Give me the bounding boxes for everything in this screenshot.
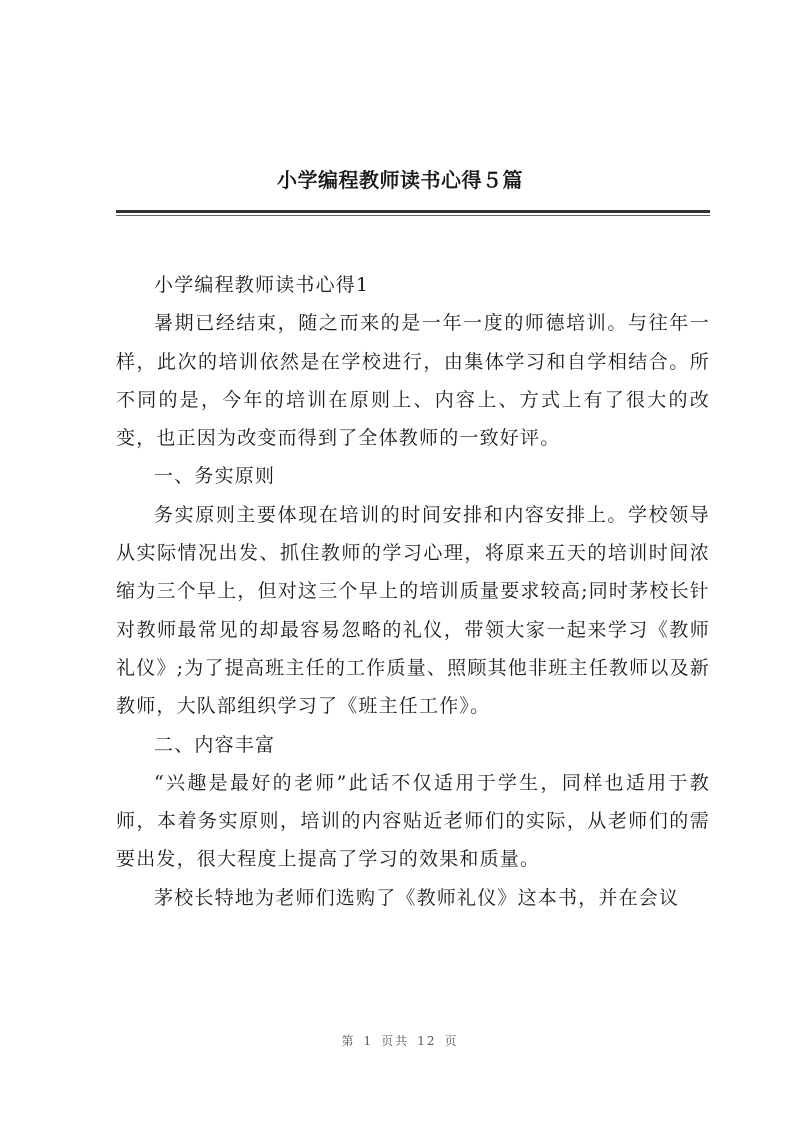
body-paragraph: “兴趣是最好的老师”此话不仅适用于学生，同样也适用于教师，本着务实原则，培训的内容贴近老师们的实际，从老师们的需要出发，很大程度上提高了学习的效果和质量。 — [116, 771, 710, 871]
body-paragraph: 暑期已经结束，随之而来的是一年一度的师德培训。与往年一样，此次的培训依然是在学校进行，由集体学习和自学相结合。所不同的是，今年的培训在原则上、内容上、方式上有了很大的改变，也正因为改变而得到了全体教师的一致好评。 — [116, 312, 710, 450]
footer-total-pages: 12 — [417, 1034, 437, 1048]
footer-middle: 页共 — [381, 1034, 410, 1048]
subsection-heading: 二、内容丰富 — [154, 733, 276, 756]
document-body — [116, 266, 710, 917]
footer-suffix: 页 — [444, 1034, 459, 1048]
footer-page-number: 1 — [363, 1034, 374, 1048]
body-paragraph: 茅校长特地为老师们选购了《教师礼仪》这本书，并在会议 — [154, 886, 680, 909]
title-divider — [116, 210, 710, 213]
body-paragraph: 务实原则主要体现在培训的时间安排和内容安排上。学校领导从实际情况出发、抓住教师的学习心理，将原来五天的培训时间浓缩为三个早上，但对这三个早上的培训质量要求较高;同时茅校长针对教师最常见的却最容易忽略的礼仪，带领大家一起来学习《教师礼仪》;为了提高班主任的工作质量、照顾其他非班主任教师以及新教师，大队部组织学习了《班主任工作》。 — [116, 503, 710, 718]
page-footer — [0, 1032, 800, 1049]
subsection-heading: 一、务实原则 — [154, 465, 276, 488]
title-divider-thin — [116, 215, 710, 216]
footer-prefix: 第 — [341, 1034, 356, 1048]
document-title: 小学编程教师读书心得５篇 — [277, 168, 523, 192]
section-heading: 小学编程教师读书心得1 — [154, 274, 370, 296]
